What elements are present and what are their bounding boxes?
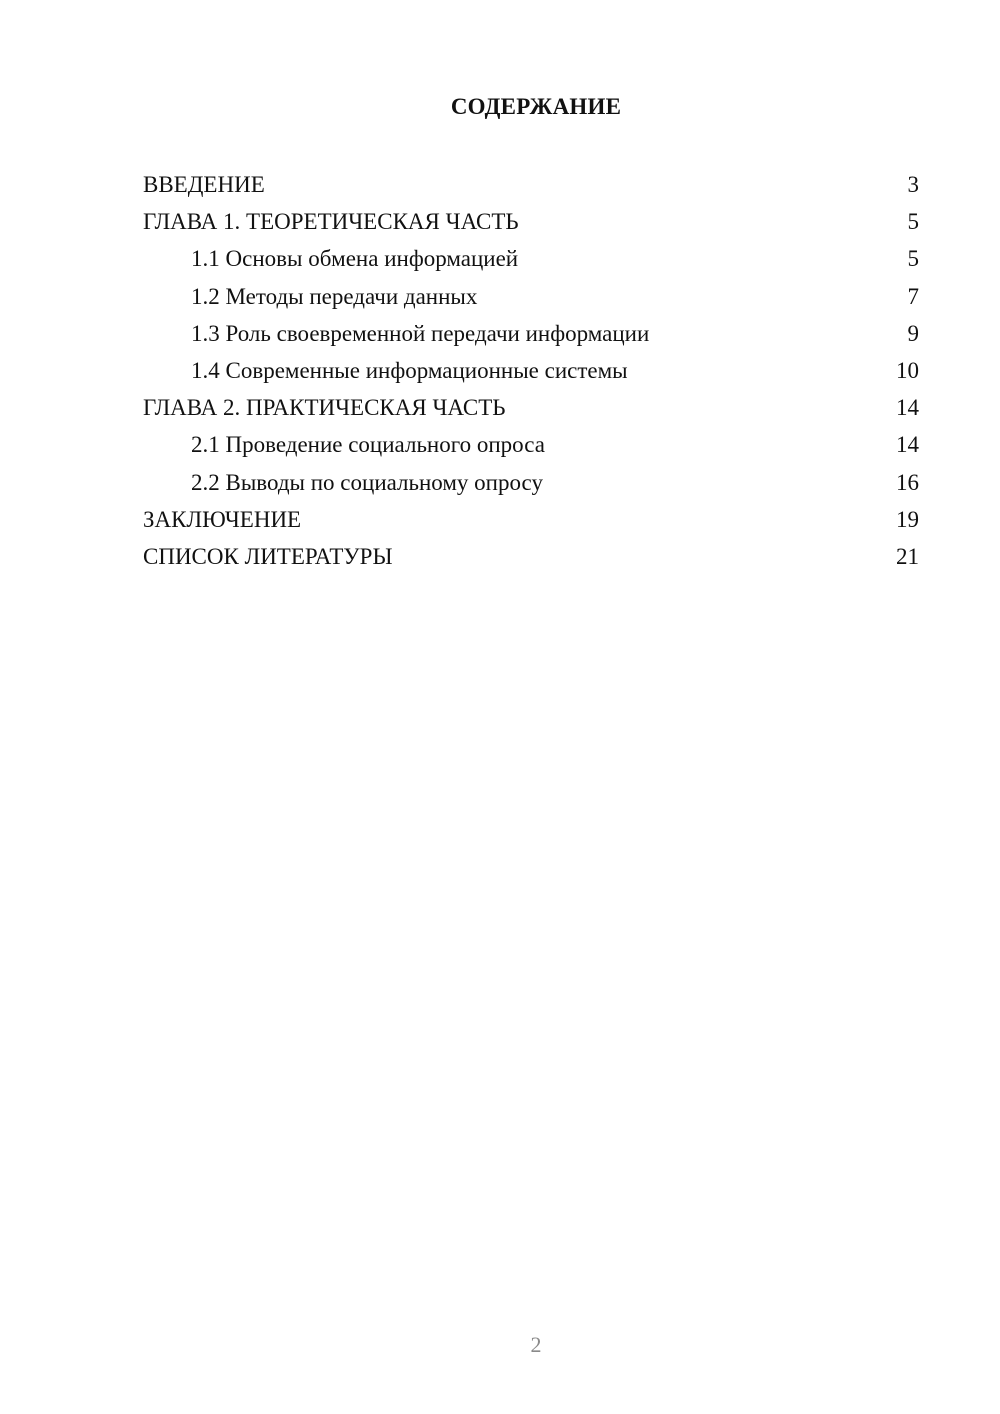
toc-entry-page: 19 — [896, 506, 919, 532]
toc-entry-page: 14 — [896, 432, 919, 458]
toc-entry-label: ГЛАВА 2. ПРАКТИЧЕСКАЯ ЧАСТЬ — [143, 395, 506, 421]
page-title: СОДЕРЖАНИЕ — [450, 94, 622, 119]
toc-entry-chapter-2[interactable] — [143, 389, 919, 426]
toc-entry-label: 1.1 Основы обмена информацией — [191, 246, 519, 272]
toc-entry-label: ГЛАВА 1. ТЕОРЕТИЧЕСКАЯ ЧАСТЬ — [143, 209, 519, 235]
page-number: 2 — [530, 1332, 542, 1357]
toc-entry-section-1-3[interactable] — [143, 315, 919, 352]
toc-entry-page: 10 — [896, 357, 919, 383]
toc-entry-label: 1.4 Современные информационные системы — [191, 357, 628, 383]
toc-entry-label: 1.2 Методы передачи данных — [191, 283, 478, 309]
toc-entry-label: 1.3 Роль своевременной передачи информации — [191, 320, 650, 346]
toc-entry-conclusion[interactable] — [143, 501, 919, 538]
toc-entry-page: 5 — [907, 246, 919, 272]
toc-entry-label: СПИСОК ЛИТЕРАТУРЫ — [143, 543, 393, 569]
toc-entry-page: 7 — [907, 283, 919, 309]
toc-entry-page: 21 — [896, 543, 919, 569]
toc-entry-page: 3 — [907, 172, 919, 197]
toc-entry-page: 5 — [907, 209, 919, 235]
toc-entry-label: 2.1 Проведение социального опроса — [191, 432, 545, 458]
toc-entry-page: 9 — [907, 320, 919, 346]
toc-entry-section-1-2[interactable] — [143, 278, 919, 315]
table-of-contents — [143, 166, 919, 575]
toc-entry-section-1-4[interactable] — [143, 352, 919, 389]
toc-entry-label: 2.2 Выводы по социальному опросу — [191, 469, 543, 495]
toc-entry-page: 16 — [896, 469, 919, 495]
toc-entry-label: ЗАКЛЮЧЕНИЕ — [143, 506, 302, 532]
toc-entry-chapter-1[interactable] — [143, 203, 919, 240]
toc-entry-section-2-1[interactable] — [143, 426, 919, 463]
toc-entry-page: 14 — [896, 395, 919, 421]
toc-entry-section-2-2[interactable] — [143, 464, 919, 501]
toc-entry-label: ВВЕДЕНИЕ — [143, 172, 265, 197]
toc-entry-section-1-1[interactable] — [143, 240, 919, 277]
toc-entry-references[interactable] — [143, 538, 919, 575]
toc-entry-introduction[interactable] — [143, 166, 919, 203]
